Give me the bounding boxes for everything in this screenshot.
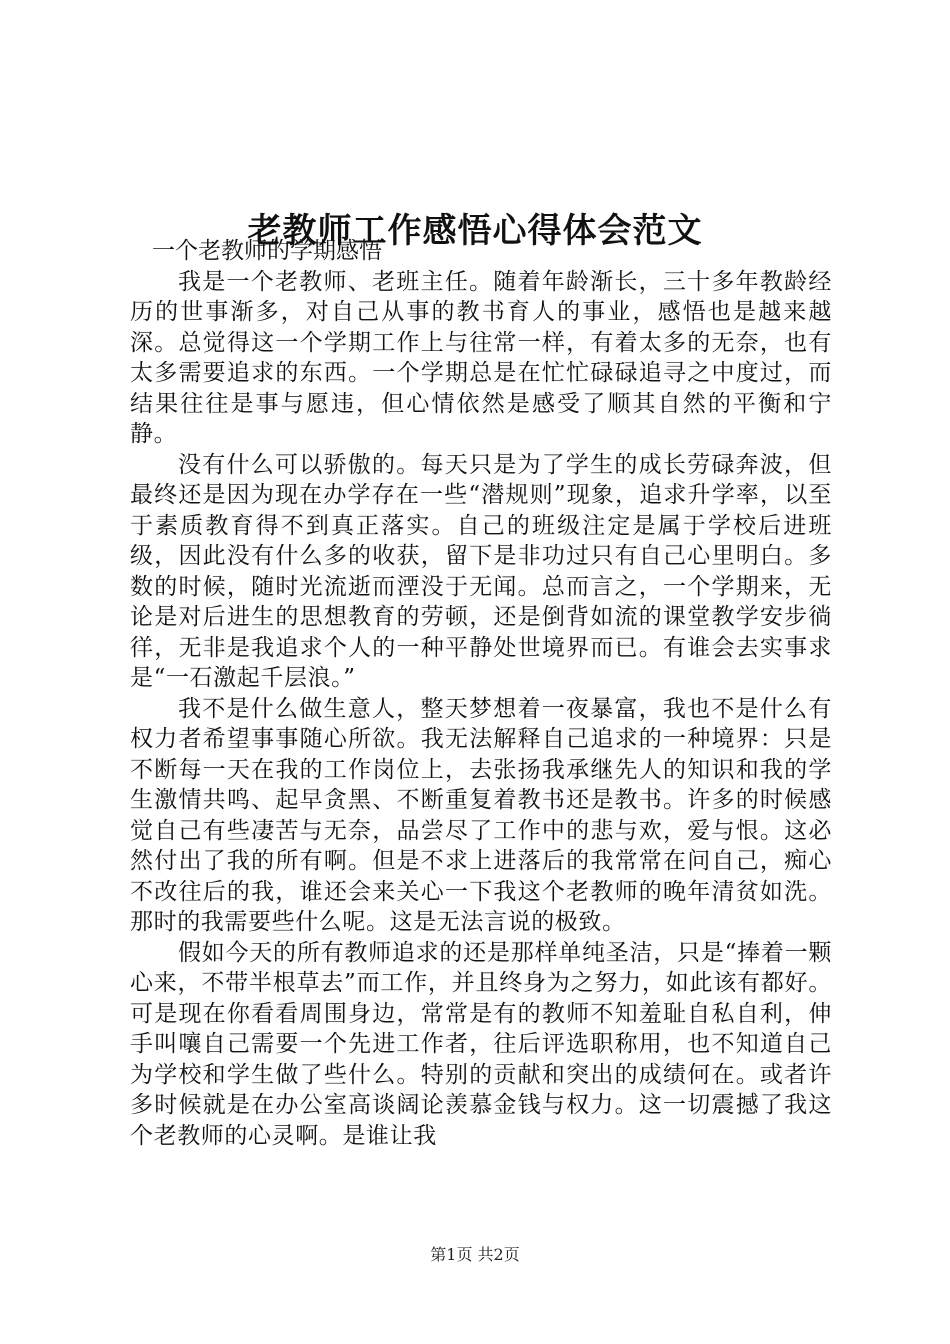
document-subheading: 一个老教师的学期感悟 bbox=[152, 238, 382, 264]
page-footer: 第1页 共2页 bbox=[430, 1245, 520, 1264]
paragraph-4: 假如今天的所有教师追求的还是那样单纯圣洁，只是“捧着一颗心来，不带半根草去”而工作，并且终身为之努力，如此该有都好。可是现在你看看周围身边，常常是有的教师不知羞耻自私自利，伸手叫嚷自己需要一个先进工作者，往后评选职称用，也不知道自己为学校和学生做了些什么。特别的贡献和突出的成绩何在。或者许多时候就是在办公室高谈阔论羡慕金钱与权力。这一切震撼了我这个老教师的心灵啊。是谁让我 bbox=[130, 939, 832, 1149]
document-title: 老教师工作感悟心得体会范文 bbox=[247, 210, 703, 251]
paragraph-3: 我不是什么做生意人，整天梦想着一夜暴富，我也不是什么有权力者希望事事随心所欲。我无法解释自己追求的一种境界：只是不断每一天在我的工作岗位上，去张扬我承继先人的知识和我的学生激情共鸣、起早贪黑、不断重复着教书还是教书。许多的时候感觉自己有些凄苦与无奈，品尝尽了工作中的悲与欢，爱与恨。这必然付出了我的所有啊。但是不求上进落后的我常常在问自己，痴心不改往后的我，谁还会来关心一下我这个老教师的晚年清贫如洗。那时的我需要些什么呢。这是无法言说的极致。 bbox=[130, 695, 832, 935]
paragraph-1: 我是一个老教师、老班主任。随着年龄渐长，三十多年教龄经历的世事渐多，对自己从事的教书育人的事业，感悟也是越来越深。总觉得这一个学期工作上与往常一样，有着太多的无奈，也有太多需要追求的东西。一个学期总是在忙忙碌碌追寻之中度过，而结果往往是事与愿违，但心情依然是感受了顺其自然的平衡和宁静。 bbox=[130, 268, 832, 447]
document-body bbox=[130, 236, 832, 1151]
paragraph-2: 没有什么可以骄傲的。每天只是为了学生的成长劳碌奔波，但最终还是因为现在办学存在一些“潜规则”现象，追求升学率，以至于素质教育得不到真正落实。自己的班级注定是属于学校后进班级，因此没有什么多的收获，留下是非功过只有自己心里明白。多数的时候，随时光流逝而湮没于无闻。总而言之，一个学期来，无论是对后进生的思想教育的劳顿，还是倒背如流的课堂教学安步徜徉，无非是我追求个人的一种平静处世境界而已。有谁会去实事求是“一石激起千层浪。” bbox=[130, 451, 832, 691]
